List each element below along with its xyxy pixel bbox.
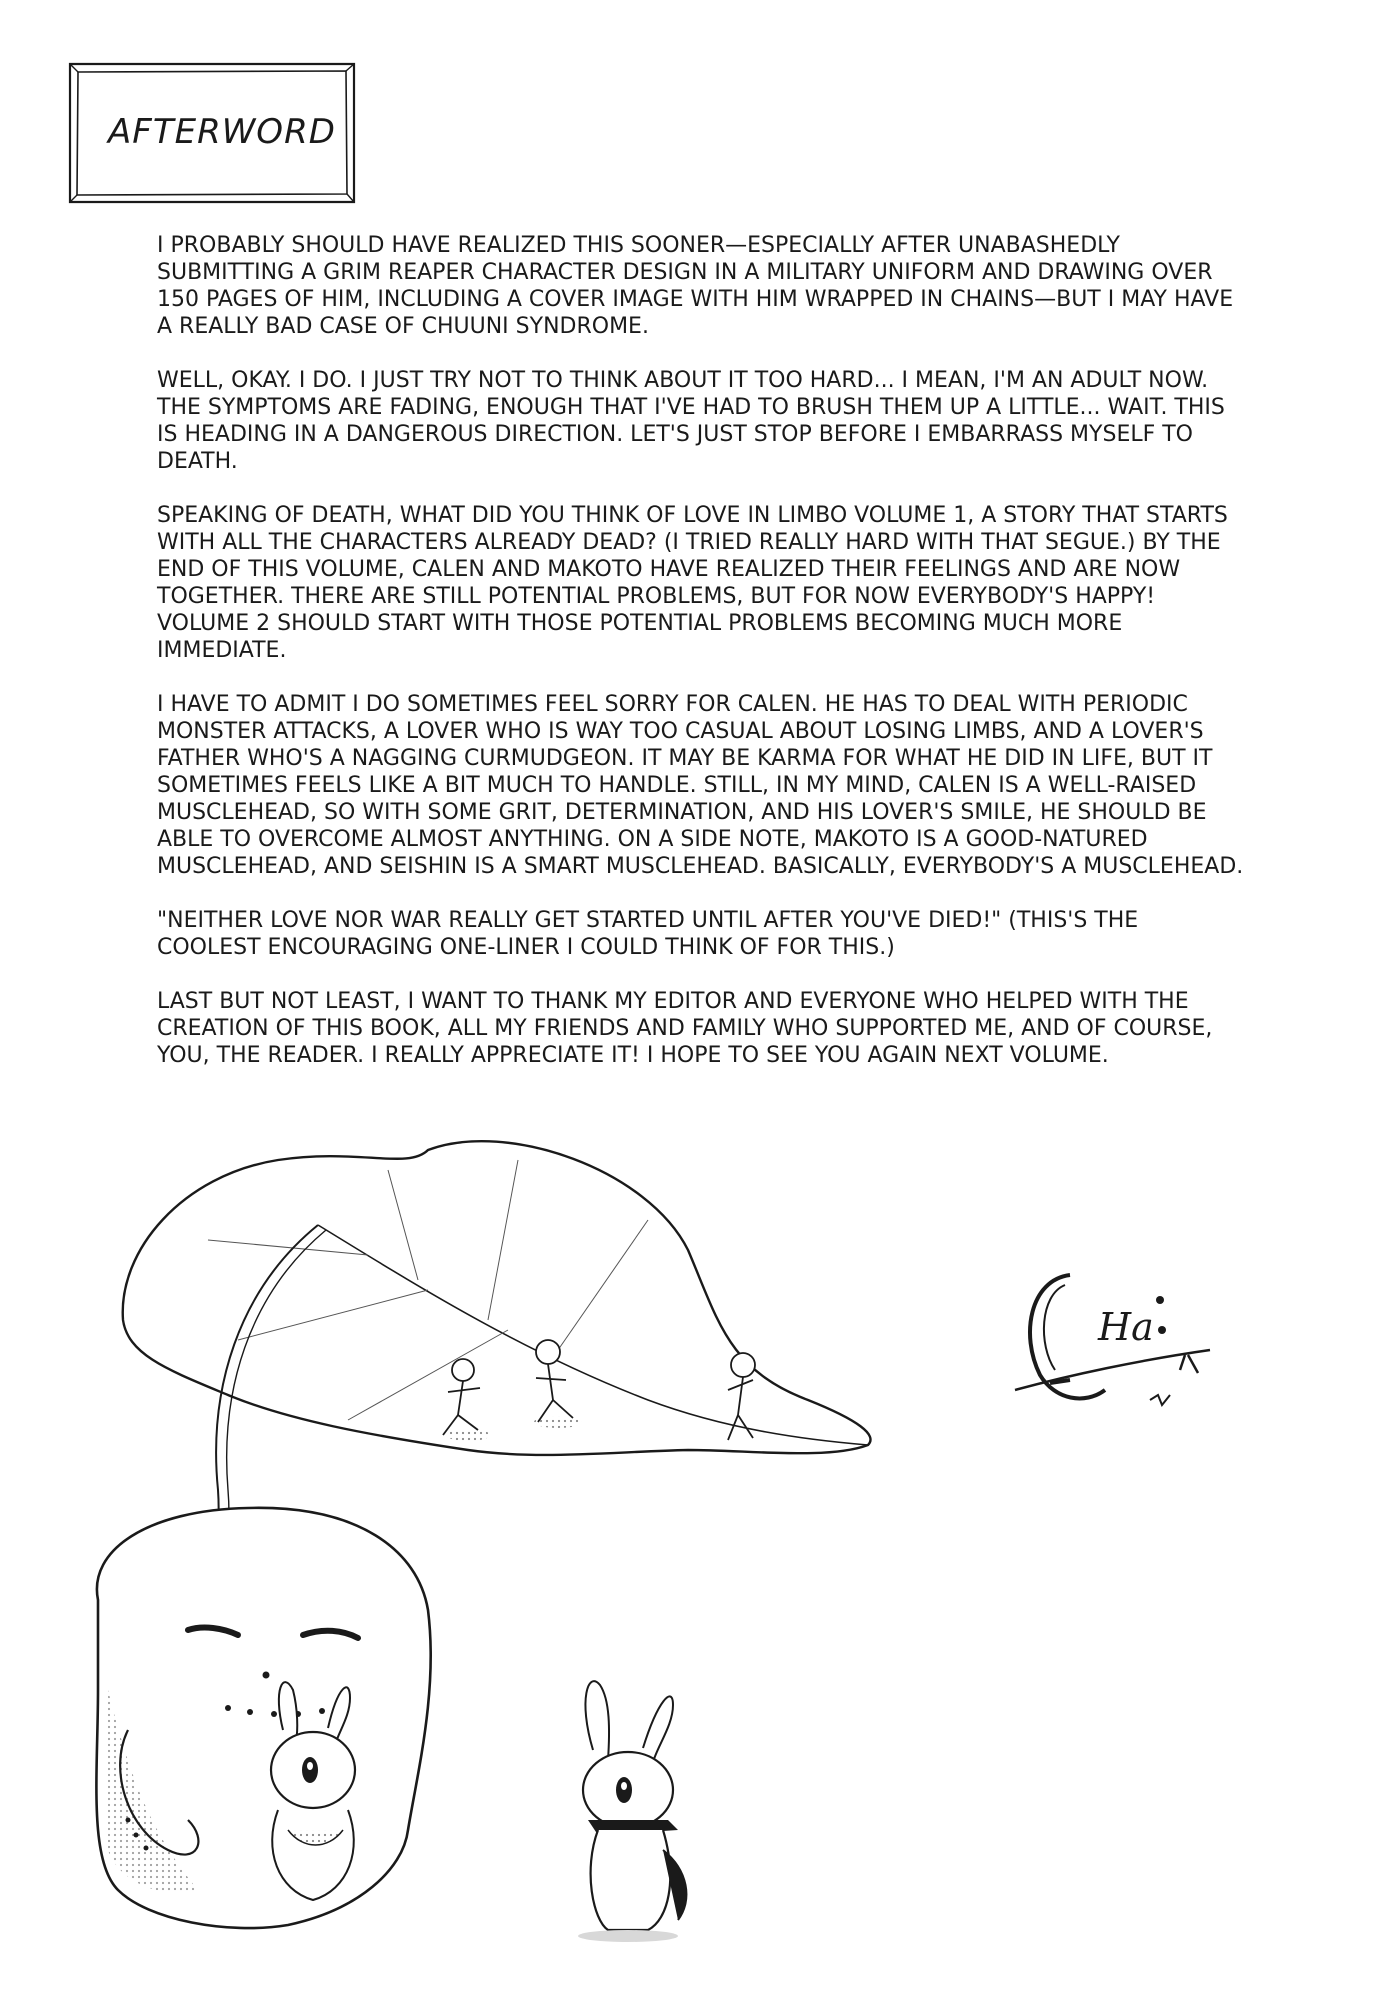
- afterword-body: [157, 232, 1247, 1096]
- page-title: AFTERWORD: [108, 112, 336, 152]
- paragraph-4: I HAVE TO ADMIT I DO SOMETIMES FEEL SORRY FOR CALEN. HE HAS TO DEAL WITH PERIODIC MONSTER ATTACKS, A LOVER WHO IS WAY TOO CASUAL ABOUT LOSING LIMBS, AND A LOVER'S FATHER WHO'S A NAGGING CURMUDGEON. IT MAY BE KARMA FOR WHAT HE DID IN LIFE, BUT IT SOMETIMES FEELS LIKE A BIT MUCH TO HANDLE. STILL, IN MY MIND, CALEN IS A WELL-RAISED MUSCLEHEAD, SO WITH SOME GRIT, DETERMINATION, AND HIS LOVER'S SMILE, HE SHOULD BE ABLE TO OVERCOME ALMOST ANYTHING. ON A SIDE NOTE, MAKOTO IS A GOOD-NATURED MUSCLEHEAD, AND SEISHIN IS A SMART MUSCLEHEAD. BASICALLY, EVERYBODY'S A MUSCLEHEAD.: [157, 692, 1244, 879]
- paragraph-3: SPEAKING OF DEATH, WHAT DID YOU THINK OF LOVE IN LIMBO VOLUME 1, A STORY THAT STARTS WITH ALL THE CHARACTERS ALREADY DEAD? (I TRIED REALLY HARD WITH THAT SEGUE.) BY THE END OF THIS VOLUME, CALEN AND MAKOTO HAVE REALIZED THEIR FEELINGS AND ARE NOW TOGETHER. THERE ARE STILL POTENTIAL PROBLEMS, BUT FOR NOW EVERYBODY'S HAPPY! VOLUME 2 SHOULD START WITH THOSE POTENTIAL PROBLEMS BECOMING MUCH MORE IMMEDIATE.: [157, 503, 1228, 663]
- signature-mark: [1010, 1255, 1230, 1425]
- title-box: [66, 60, 358, 206]
- paragraph-2: WELL, OKAY. I DO. I JUST TRY NOT TO THINK ABOUT IT TOO HARD... I MEAN, I'M AN ADULT NOW. THE SYMPTOMS ARE FADING, ENOUGH THAT I'VE HAD TO BRUSH THEM UP A LITTLE... WAIT. THIS IS HEADING IN A DANGEROUS DIRECTION. LET'S JUST STOP BEFORE I EMBARRASS MYSELF TO DEATH.: [157, 368, 1225, 474]
- bunny-icon-2: [578, 1681, 686, 1942]
- ghost-creature: [96, 1508, 430, 1928]
- author-signature: [1010, 1255, 1230, 1425]
- paragraph-5: "NEITHER LOVE NOR WAR REALLY GET STARTED UNTIL AFTER YOU'VE DIED!" (THIS'S THE COOLEST ENCOURAGING ONE-LINER I COULD THINK OF FOR THIS.): [157, 908, 1139, 960]
- signature-text: Ha: [1098, 1305, 1154, 1349]
- paragraph-1: I PROBABLY SHOULD HAVE REALIZED THIS SOONER—ESPECIALLY AFTER UNABASHEDLY SUBMITTING A GRIM REAPER CHARACTER DESIGN IN A MILITARY UNIFORM AND DRAWING OVER 150 PAGES OF HIM, INCLUDING A COVER IMAGE WITH HIM WRAPPED IN CHAINS—BUT I MAY HAVE A REALLY BAD CASE OF CHUUNI SYNDROME.: [157, 233, 1234, 339]
- paragraph-6: LAST BUT NOT LEAST, I WANT TO THANK MY EDITOR AND EVERYONE WHO HELPED WITH THE CREATION OF THIS BOOK, ALL MY FRIENDS AND FAMILY WHO SUPPORTED ME, AND OF COURSE, YOU, THE READER. I REALLY APPRECIATE IT! I HOPE TO SEE YOU AGAIN NEXT VOLUME.: [157, 989, 1213, 1068]
